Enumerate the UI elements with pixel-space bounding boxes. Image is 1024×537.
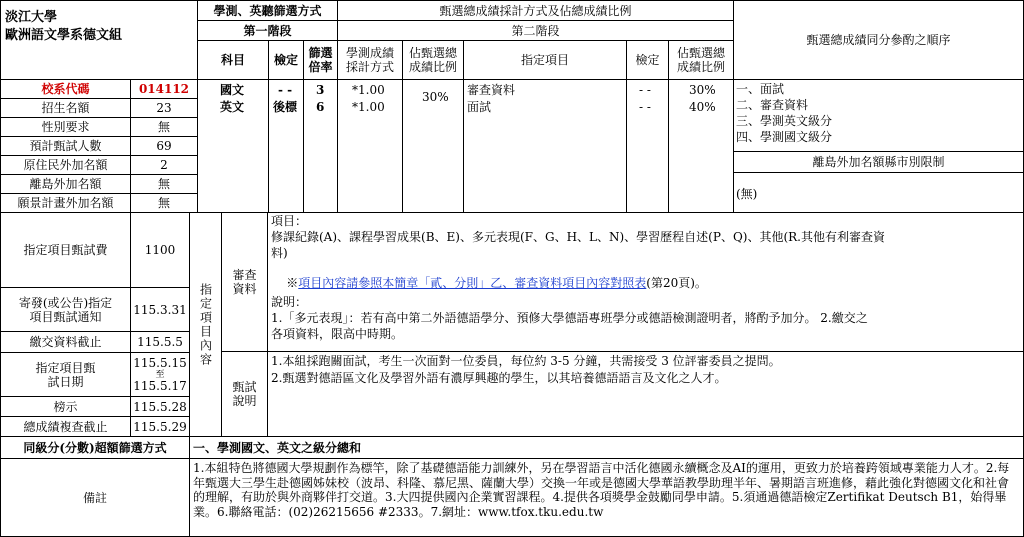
item-check-review: - -	[639, 83, 651, 97]
info-label-island: 離島外加名額	[0, 174, 131, 194]
col-filter-ratio-line1: 篩選	[308, 46, 333, 60]
fee-label: 指定項目甄試費	[0, 212, 131, 288]
info-label-indigenous: 原住民外加名額	[0, 155, 131, 175]
stage2-item-ratios	[668, 79, 734, 213]
info-value-island: 無	[130, 174, 198, 194]
tie-break-2: 二、審查資料	[736, 98, 809, 112]
tie-break-header: 甄選總成績同分參酌之順序	[733, 0, 1024, 80]
col-check2: 檢定	[626, 40, 669, 80]
subject-chinese: 國文	[220, 83, 245, 97]
info-value-indigenous: 2	[130, 155, 198, 175]
check-chinese: - -	[278, 83, 293, 97]
department-name: 歐洲語文學系德文組	[5, 28, 123, 43]
submission-label: 繳交資料截止	[0, 331, 131, 353]
info-label-vision: 願景計畫外加名額	[0, 193, 131, 213]
info-label-code: 校系代碼	[0, 79, 131, 99]
filter-method-header: 學測、英聽篩選方式	[197, 0, 338, 21]
review-note-mark: ※	[286, 276, 299, 290]
review-explain-heading: 說明：	[271, 295, 308, 309]
school-name: 淡江大學	[5, 10, 58, 25]
info-value-expected: 69	[130, 136, 198, 156]
score-ratio-value: 30%	[422, 90, 449, 104]
review-items-cont: 料)	[271, 246, 288, 260]
stage1-ratios	[303, 79, 338, 213]
col-score-method-line1: 學測成績	[345, 46, 394, 60]
designated-side-label	[189, 212, 222, 437]
island-restriction-value-cell	[733, 172, 1024, 213]
subject-english: 英文	[220, 100, 245, 114]
review-content	[267, 212, 1024, 352]
review-heading: 項目：	[271, 214, 308, 228]
item-check-interview: - -	[639, 100, 651, 114]
stage2-score-ratio	[402, 79, 464, 213]
interview-content	[267, 351, 1024, 437]
col-item-ratio	[668, 40, 734, 80]
stage2-item-checks	[626, 79, 669, 213]
col-score-ratio	[402, 40, 464, 80]
review-note	[271, 262, 707, 304]
remarks-content	[189, 458, 1024, 537]
review-reference-link[interactable]: 項目內容請參照本簡章「貳、分則」乙、審查資料項目內容對照表	[298, 276, 647, 290]
same-score-label: 同級分(分數)超額篩選方式	[0, 436, 190, 459]
score-method-english: *1.00	[352, 100, 385, 114]
review-note-tail: (第20頁)。	[646, 276, 707, 290]
department-title-cell	[0, 0, 198, 80]
stage1-header: 第一階段	[197, 20, 338, 41]
ratio-english: 6	[316, 100, 325, 114]
check-english: 後標	[273, 100, 298, 114]
review-label-text: 審查資料	[232, 268, 257, 296]
announce-value: 115.5.28	[130, 396, 190, 417]
col-score-method	[337, 40, 403, 80]
tie-break-4: 四、學測國文級分	[736, 130, 833, 144]
col-score-ratio-line2: 成績比例	[408, 60, 457, 74]
recheck-value: 115.5.29	[130, 416, 190, 437]
info-value-quota: 23	[130, 98, 198, 118]
info-value-code: 014112	[130, 79, 198, 99]
review-explain-1: 1.「多元表現」：若有高中第二外語德語學分、預修大學德語專班學分或德語檢測證明者，將酌予加分。 2.繳交之	[271, 311, 868, 325]
notice-value: 115.3.31	[130, 287, 190, 332]
exam-date-value	[130, 352, 190, 397]
remarks-label: 備註	[0, 458, 190, 537]
info-label-expected: 預計甄試人數	[0, 136, 131, 156]
info-value-vision: 無	[130, 193, 198, 213]
tie-break-list	[733, 79, 1024, 152]
info-label-quota: 招生名額	[0, 98, 131, 118]
col-item-ratio-line1: 佔甄選總	[676, 46, 725, 60]
item-review: 審查資料	[467, 83, 516, 97]
col-filter-ratio	[303, 40, 338, 80]
col-designated-item: 指定項目	[463, 40, 627, 80]
col-filter-ratio-line2: 倍率	[308, 60, 333, 74]
item-ratio-interview: 40%	[689, 100, 716, 114]
item-ratio-review: 30%	[689, 83, 716, 97]
interview-label-text: 甄試說明	[232, 380, 257, 408]
exam-date-to: 至	[155, 369, 165, 380]
col-subject: 科目	[197, 40, 269, 80]
exam-date-label: 指定項目甄試日期	[0, 352, 131, 397]
review-label	[221, 212, 268, 352]
same-score-value: 一、學測國文、英文之級分總和	[193, 441, 362, 455]
interview-line-2: 2.甄選對德語區文化及學習外語有濃厚興趣的學生，以其培養德語語言及文化之人才。	[271, 371, 727, 385]
tie-break-3: 三、學測英文級分	[736, 114, 833, 128]
exam-date-start: 115.5.15	[133, 355, 187, 370]
tie-break-1: 一、面試	[736, 82, 785, 96]
col-check: 檢定	[268, 40, 304, 80]
exam-date-end: 115.5.17	[133, 378, 187, 393]
recheck-label: 總成績複查截止	[0, 416, 131, 437]
interview-label	[221, 351, 268, 437]
review-explain-2: 各項資料，限高中時期。	[271, 327, 404, 341]
stage2-items	[463, 79, 627, 213]
col-score-ratio-line1: 佔甄選總	[408, 46, 457, 60]
stage2-score-methods	[337, 79, 403, 213]
info-label-gender: 性別要求	[0, 117, 131, 137]
score-method-chinese: *1.00	[352, 83, 385, 97]
announce-label: 榜示	[0, 396, 131, 417]
island-restriction-header: 離島外加名額縣市別限制	[733, 151, 1024, 173]
ratio-chinese: 3	[316, 83, 325, 97]
fee-value: 1100	[130, 212, 190, 288]
info-value-gender: 無	[130, 117, 198, 137]
island-restriction-value: (無)	[736, 187, 758, 201]
col-score-method-line2: 採計方式	[345, 60, 394, 74]
combined-score-header: 甄選總成績採計方式及佔總成績比例	[337, 0, 734, 21]
stage1-checks	[268, 79, 304, 213]
stage1-subjects	[197, 79, 269, 213]
submission-value: 115.5.5	[130, 331, 190, 353]
stage2-header: 第二階段	[337, 20, 734, 41]
col-item-ratio-line2: 成績比例	[676, 60, 725, 74]
remarks-text: 1.本組特色將德國大學規劃作為標竿，除了基礎德語能力訓練外，另在學習語言中活化德國永續概念及AI的運用，更致力於培養跨領域專業能力人才。2.每年甄選大三學生赴德國姊妹校（波昂、科隆、慕尼黑、薩蘭大學）交換一年或是德國大學華語教學助理半年、暑期語言班進修，藉此強化對德國文化和社會的理解，有助於與外商夥伴打交道。3.大四提供國內企業實習課程。4.提供各項獎學金鼓勵同學申請。5.須通過德語檢定Zertifikat Deutsch B1，始得畢業。6.聯絡電話：(02)26215656 #2333。7.網址：www.tfox.tku.edu.tw	[193, 461, 1010, 519]
same-score-value-cell	[189, 436, 1024, 459]
interview-line-1: 1.本組採跑關面試，考生一次面對一位委員，每位約 3-5 分鐘，共需接受 3 位評審委員之提問。	[271, 354, 781, 368]
notice-label: 寄發(或公告)指定項目甄試通知	[0, 287, 131, 332]
item-interview: 面試	[467, 100, 492, 114]
designated-side-text: 指定項目內容	[198, 282, 213, 367]
review-items: 修課紀錄(A)、課程學習成果(B、E)、多元表現(F、G、H、L、N)、學習歷程自述(P、Q)、其他(R.其他有利審查資	[271, 230, 885, 244]
